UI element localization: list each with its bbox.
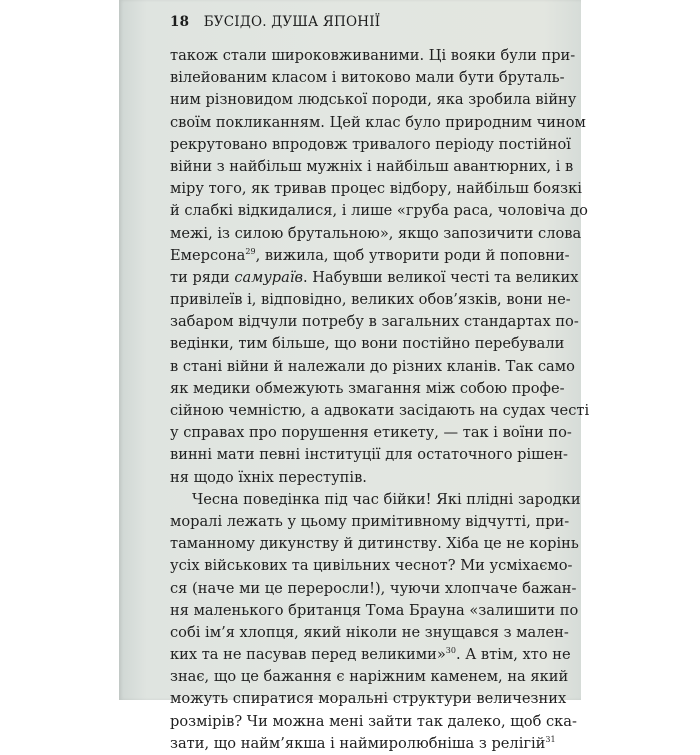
text-run: . Набувши великої честі та великих (303, 268, 579, 286)
text-line (170, 644, 571, 666)
text-line: винні мати певні інституції для остаточного рішен- (170, 446, 568, 464)
footnote-ref-29[interactable]: 29 (245, 246, 256, 256)
text-line: розмірів? Чи можна мені зайти так далеко, щоб ска- (170, 712, 577, 730)
text-line: міру того, як тривав процес відбору, найбільш боязкі (170, 180, 582, 198)
body-text (170, 45, 590, 755)
text-line: межі, із силою брутальною», якщо запозичити слова (170, 224, 582, 242)
text-line: в стані війни й належали до різних кланів. Так само (170, 357, 575, 375)
text-line: рекрутовано впродовж тривалого періоду постійної (170, 135, 571, 153)
footnote-ref-30[interactable]: 30 (445, 646, 456, 656)
text-line: Чесна поведінка під час бійки! Які плідні зародки (192, 490, 581, 508)
text-line: можуть спиратися моральні структури величезних (170, 690, 567, 708)
text-line (170, 245, 570, 267)
text-line: війни з найбільш мужніх і найбільш авантюрних, і в (170, 157, 574, 175)
text-line (170, 267, 579, 289)
text-line: забаром відчули потребу в загальних стандартах по- (170, 313, 579, 331)
text-line: ня маленького британця Тома Брауна «залишити по (170, 601, 579, 619)
footnote-ref-31[interactable]: 31 (545, 734, 556, 744)
text-run: ких та не пасував перед великими» (170, 646, 446, 664)
text-line: усіх військових та цивільних чеснот? Ми усміхаємо- (170, 557, 573, 575)
text-line: таманному дикунству й дитинству. Хіба це не корінь (170, 535, 579, 553)
text-line: знає, що це бажання є наріжним каменем, на який (170, 668, 569, 686)
text-run: Емерсона (170, 246, 246, 264)
text-line: й слабкі відкидалися, і лише «груба раса, чоловіча до (170, 202, 588, 220)
text-line: ведінки, тим більше, що вони постійно перебували (170, 335, 565, 353)
running-header (170, 14, 380, 30)
text-run: . А втім, хто не (455, 646, 571, 664)
text-line: моралі лежать у цьому примітивному відчутті, при- (170, 512, 570, 530)
text-run: , вижила, щоб утворити роди й поповни- (255, 246, 570, 264)
text-run: ти ряди (170, 268, 235, 286)
text-line: собі ім’я хлопця, який ніколи не знущався з мален- (170, 623, 569, 641)
running-title: БУСІДО. ДУША ЯПОНІЇ (203, 14, 381, 30)
text-line: привілеїв і, відповідно, великих обов’язків, вони не- (170, 291, 571, 309)
text-line: сійною чемністю, а адвокати засідають на судах честі (170, 402, 590, 419)
text-line: вілейованим класом і витоково мали бути бруталь- (170, 69, 565, 87)
page-number: 18 (170, 14, 190, 30)
italic-term: самураїв (234, 268, 303, 286)
text-line: як медики обмежують змагання між собою профе- (170, 379, 565, 397)
text-line (170, 733, 556, 755)
text-line: ня щодо їхніх переступів. (170, 468, 367, 486)
text-line: ним різновидом людської породи, яка зробила війну (170, 91, 577, 109)
text-run: зати, що найм’якша і наймиролюбніша з релігій (170, 734, 546, 752)
text-line: своїм покликанням. Цей клас було природним чином (170, 113, 586, 131)
text-line: ся (наче ми це переросли!), чуючи хлопчаче бажан- (170, 579, 577, 597)
text-line: також стали широковживаними. Ці вояки були при- (170, 47, 576, 64)
text-line: у справах про порушення етикету, — так і воїни по- (170, 424, 572, 442)
